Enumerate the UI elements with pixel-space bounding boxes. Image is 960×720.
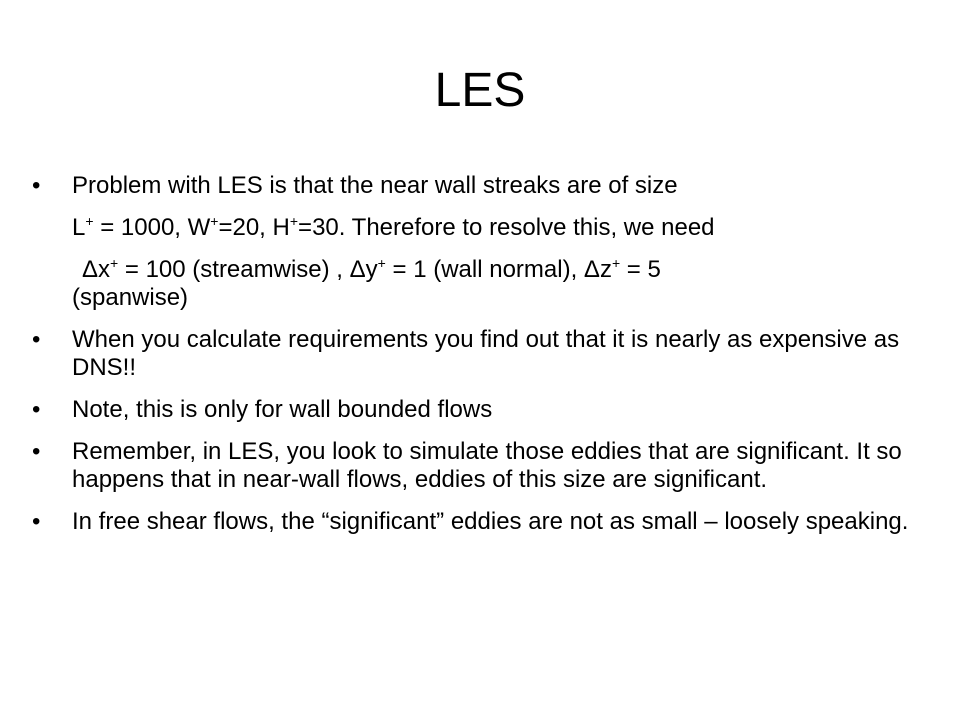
bullet-marker: •: [32, 508, 41, 535]
superscript-plus: +: [289, 213, 299, 229]
streak-size-text: =30. Therefore to resolve this, we need: [298, 214, 715, 241]
bullet-free-shear: [32, 508, 952, 536]
grid-spacing-text: = 5: [620, 256, 661, 283]
bullet-significant-eddies: [32, 438, 952, 494]
bullet-marker: •: [32, 326, 41, 353]
grid-spacing-line: [72, 256, 952, 284]
grid-spacing-tail: (spanwise): [72, 284, 189, 311]
streak-size-text: =20, H: [218, 214, 290, 241]
bullet-marker: •: [32, 172, 41, 199]
bullet-text: In free shear flows, the “significant” eddies are not as small – loosely speaking.: [72, 508, 909, 535]
bullet-requirements: [32, 326, 952, 382]
bullet-text: Note, this is only for wall bounded flows: [72, 396, 493, 423]
grid-spacing-text: = 100 (streamwise) , Δy: [118, 256, 378, 283]
bullet-marker: •: [32, 396, 41, 423]
streak-size-text: = 1000, W: [93, 214, 211, 241]
bullet-near-wall-streaks: [32, 172, 952, 312]
superscript-plus: +: [110, 255, 119, 271]
bullet-wall-bounded: [32, 396, 952, 424]
streak-length-symbol: L: [72, 214, 86, 241]
bullet-text: Problem with LES is that the near wall streaks are of size: [72, 172, 678, 199]
superscript-plus: +: [377, 255, 386, 271]
bullet-marker: •: [32, 438, 41, 465]
grid-spacing-text: = 1 (wall normal), Δz: [385, 256, 612, 283]
bullet-text: Remember, in LES, you look to simulate those eddies that are significant. It so happens that in near-wall flows, eddies of this size are significant.: [72, 438, 902, 493]
superscript-plus: +: [611, 255, 621, 271]
superscript-plus: +: [210, 213, 219, 229]
delta-x-symbol: Δx: [82, 256, 111, 283]
superscript-plus: +: [85, 213, 94, 229]
streak-size-line: [72, 214, 952, 242]
bullet-text: When you calculate requirements you find out that it is nearly as expensive as DNS!!: [72, 326, 900, 381]
slide-body: [32, 172, 952, 550]
slide-title: LES: [434, 64, 526, 117]
